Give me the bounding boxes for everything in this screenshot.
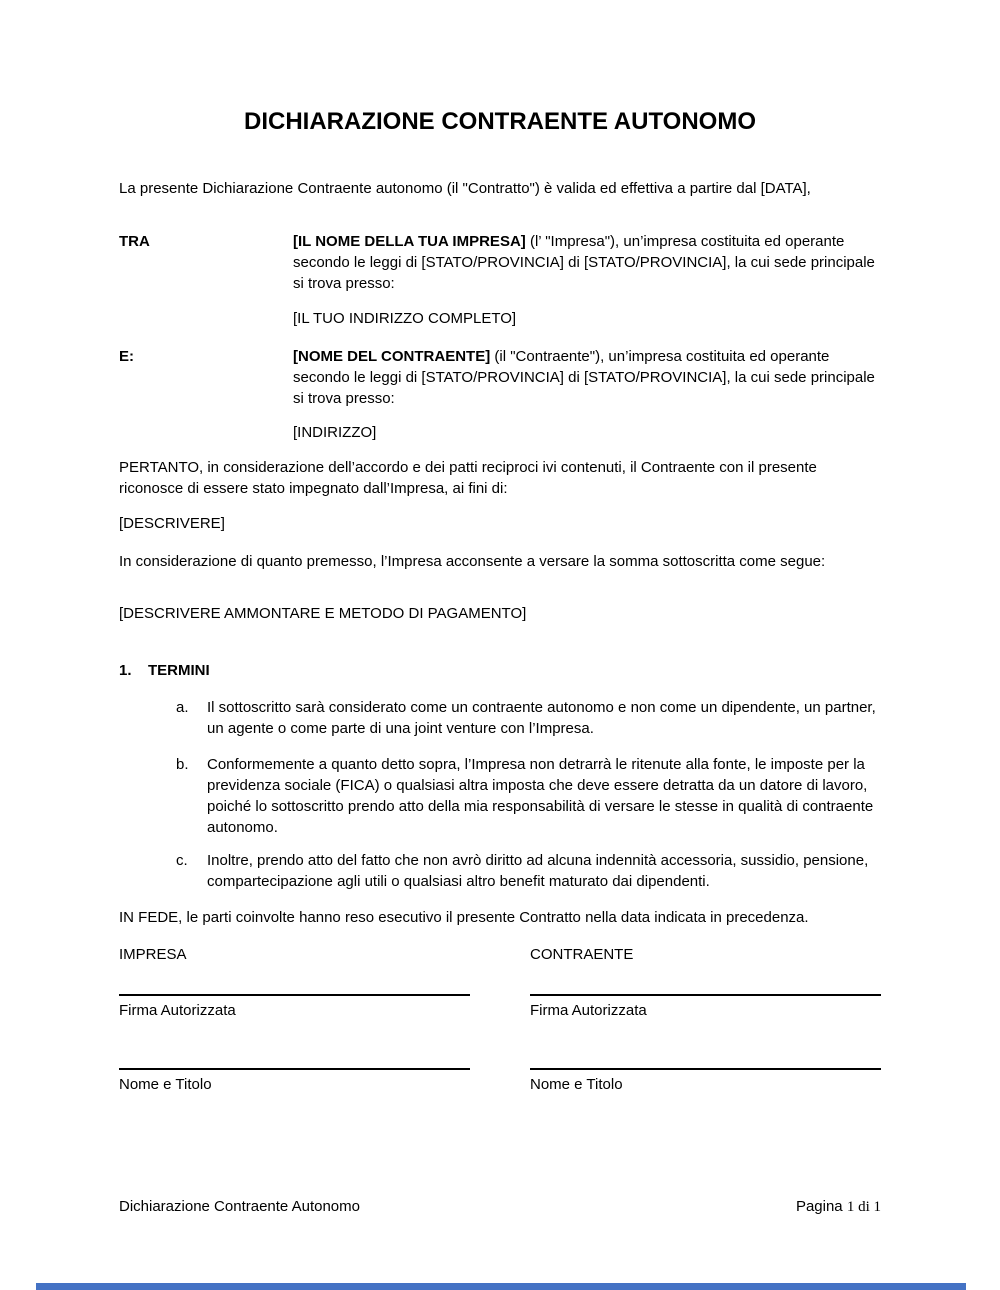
section-1-number: 1. xyxy=(119,662,132,679)
term-item-c xyxy=(176,850,881,892)
signature-column-contraente xyxy=(530,944,881,1095)
term-text-a: Il sottoscritto sarà considerato come un contraente autonomo e non come un dipendente, un partner, un agente o come parte di una joint venture con l’Impresa. xyxy=(207,699,876,737)
signature-label-impresa: Firma Autorizzata xyxy=(119,1002,236,1019)
party-rest-impresa: (l’ "Impresa"), un’impresa costituita ed operante secondo le leggi di [STATO/PROVINCIA] di [STATO/PROVINCIA], la cui sede principale si trova presso: xyxy=(293,233,875,292)
party-block-tra xyxy=(119,231,881,294)
bottom-accent-bar xyxy=(36,1283,966,1290)
describe-placeholder: [DESCRIVERE] xyxy=(119,515,225,532)
name-line-contraente xyxy=(530,1068,881,1070)
intro-paragraph: La presente Dichiarazione Contraente autonomo (il "Contratto") è valida ed effettiva a partire dal [DATA], xyxy=(119,180,811,197)
signature-line-contraente xyxy=(530,994,881,996)
footer-page-number xyxy=(796,1196,881,1218)
signature-header-impresa: IMPRESA xyxy=(119,946,187,963)
signature-section xyxy=(119,944,881,1095)
party-description-e xyxy=(293,346,881,409)
term-item-a xyxy=(176,697,881,739)
section-1-heading xyxy=(119,660,881,681)
address-contractor: [INDIRIZZO] xyxy=(293,424,377,441)
address-your-company: [IL TUO INDIRIZZO COMPLETO] xyxy=(293,310,517,327)
party-description-tra xyxy=(293,231,881,294)
page-footer xyxy=(119,1196,881,1218)
party-label-tra: TRA xyxy=(119,233,150,250)
footer-page-label: Pagina xyxy=(795,1198,843,1215)
signature-label-contraente: Firma Autorizzata xyxy=(530,1002,647,1019)
term-letter-c: c. xyxy=(176,852,188,869)
party-label-e: E: xyxy=(119,348,134,365)
consideration-paragraph: In considerazione di quanto premesso, l’Impresa acconsente a versare la somma sottoscritta come segue: xyxy=(119,553,826,570)
footer-page-value: 1 di 1 xyxy=(846,1199,881,1215)
name-line-impresa xyxy=(119,1068,470,1070)
term-text-c: Inoltre, prendo atto del fatto che non avrò diritto ad alcuna indennità accessoria, sussidio, pensione, compartecipazione agli utili o qualsiasi altro benefit maturato dai dipendenti. xyxy=(207,852,869,890)
document-title: DICHIARAZIONE CONTRAENTE AUTONOMO xyxy=(244,108,756,135)
name-label-impresa: Nome e Titolo xyxy=(119,1076,212,1093)
term-letter-a: a. xyxy=(176,699,189,716)
party-name-contraente: [NOME DEL CONTRAENTE] xyxy=(293,348,491,365)
term-text-b: Conformemente a quanto detto sopra, l’Impresa non detrarrà le ritenute alla fonte, le imposte per la previdenza sociale (FICA) o qualsiasi altra imposta che deve essere detratta da un datore di lavoro, poiché lo sottoscritto prendo atto della mia responsabilità di versare le stesse in qualità di contraente autonomo. xyxy=(207,756,874,836)
section-1-title: TERMINI xyxy=(148,662,210,679)
term-item-b xyxy=(176,754,881,838)
party-rest-contraente: (il "Contraente"), un’impresa costituita ed operante secondo le leggi di [STATO/PROVINCIA] di [STATO/PROVINCIA], la cui sede principale si trova presso: xyxy=(293,348,875,407)
signature-column-impresa xyxy=(119,944,470,1095)
footer-document-name: Dichiarazione Contraente Autonomo xyxy=(119,1198,360,1215)
term-letter-b: b. xyxy=(176,756,189,773)
witness-paragraph: IN FEDE, le parti coinvolte hanno reso esecutivo il presente Contratto nella data indicata in precedenza. xyxy=(119,909,809,926)
name-label-contraente: Nome e Titolo xyxy=(530,1076,623,1093)
whereas-paragraph: PERTANTO, in considerazione dell’accordo e dei patti reciproci ivi contenuti, il Contraente con il presente riconosce di essere stato impegnato dall’Impresa, ai fini di: xyxy=(119,459,817,497)
party-name-impresa: [IL NOME DELLA TUA IMPRESA] xyxy=(293,233,526,250)
signature-header-contraente: CONTRAENTE xyxy=(530,946,634,963)
payment-placeholder: [DESCRIVERE AMMONTARE E METODO DI PAGAMENTO] xyxy=(119,605,527,622)
signature-line-impresa xyxy=(119,994,470,996)
party-block-e xyxy=(119,346,881,409)
